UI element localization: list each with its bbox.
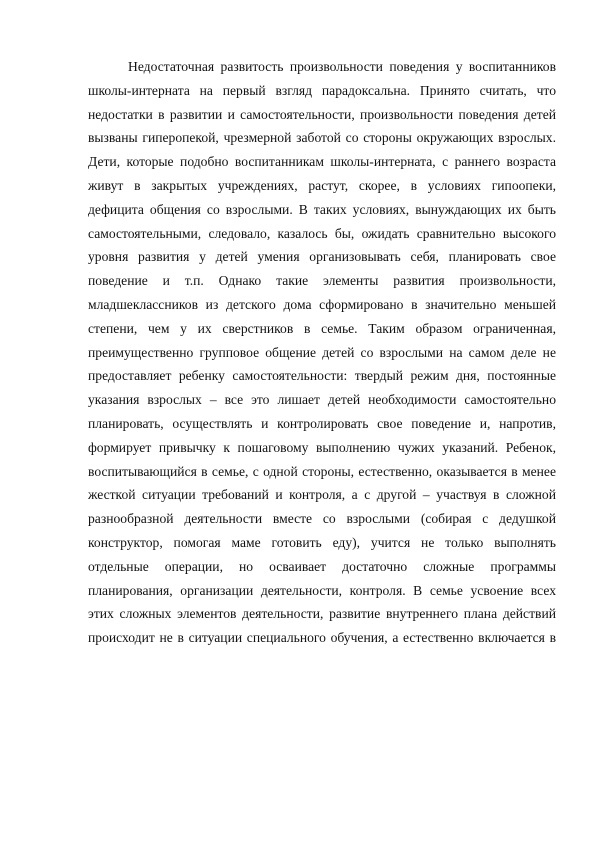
text-line: школы-интерната на первый взгляд парадоксальна. Принято считать, что: [88, 82, 556, 98]
body-paragraph: [88, 55, 556, 650]
text-line: младшеклассников из детского дома сформировано в значительно меньшей: [88, 296, 556, 312]
text-line: жесткой ситуации требований и контроля, а с другой – участвуя в сложной: [88, 487, 556, 503]
text-line: самостоятельными, следовало, казалось бы, ожидать сравнительно высокого: [88, 225, 556, 241]
text-line: этих сложных элементов деятельности, развитие внутреннего плана действий: [88, 606, 556, 622]
text-line: уровня развития у детей умения организовывать себя, планировать свое: [88, 249, 556, 265]
text-line: воспитывающийся в семье, с одной стороны, естественно, оказывается в менее: [88, 463, 556, 479]
text-line: степени, чем у их сверстников в семье. Таким образом ограниченная,: [88, 320, 556, 336]
text-line: дефицита общения со взрослыми. В таких условиях, вынуждающих их быть: [88, 201, 556, 217]
text-line: формирует привычку к пошаговому выполнению чужих указаний. Ребенок,: [88, 439, 556, 455]
text-line: недостатки в развитии и самостоятельности, произвольности поведения детей: [88, 106, 556, 122]
text-line: поведение и т.п. Однако такие элементы развития произвольности,: [88, 273, 556, 289]
text-line: происходит не в ситуации специального обучения, а естественно включается в: [88, 630, 556, 646]
text-line: предоставляет ребенку самостоятельности: твердый режим дня, постоянные: [88, 368, 556, 384]
text-line: отдельные операции, но осваивает достаточно сложные программы: [88, 558, 556, 574]
text-line: преимущественно групповое общение детей со взрослыми на самом деле не: [88, 344, 556, 360]
text-line: разнообразной деятельности вместе со взрослыми (собирая с дедушкой: [88, 511, 556, 527]
text-line: конструктор, помогая маме готовить еду), учится не только выполнять: [88, 534, 556, 550]
text-line: указания взрослых – все это лишает детей необходимости самостоятельно: [88, 392, 556, 408]
text-line: вызваны гиперопекой, чрезмерной заботой со стороны окружающих взрослых.: [88, 130, 556, 146]
text-line: Недостаточная развитость произвольности поведения у воспитанников: [128, 59, 556, 74]
text-line: Дети, которые подобно воспитанникам школы-интерната, с раннего возраста: [88, 154, 556, 170]
text-line: планировать, осуществлять и контролировать свое поведение и, напротив,: [88, 415, 556, 431]
text-line: планирования, организации деятельности, контроля. В семье усвоение всех: [88, 582, 556, 598]
text-line: живут в закрытых учреждениях, растут, скорее, в условиях гипоопеки,: [88, 177, 556, 193]
